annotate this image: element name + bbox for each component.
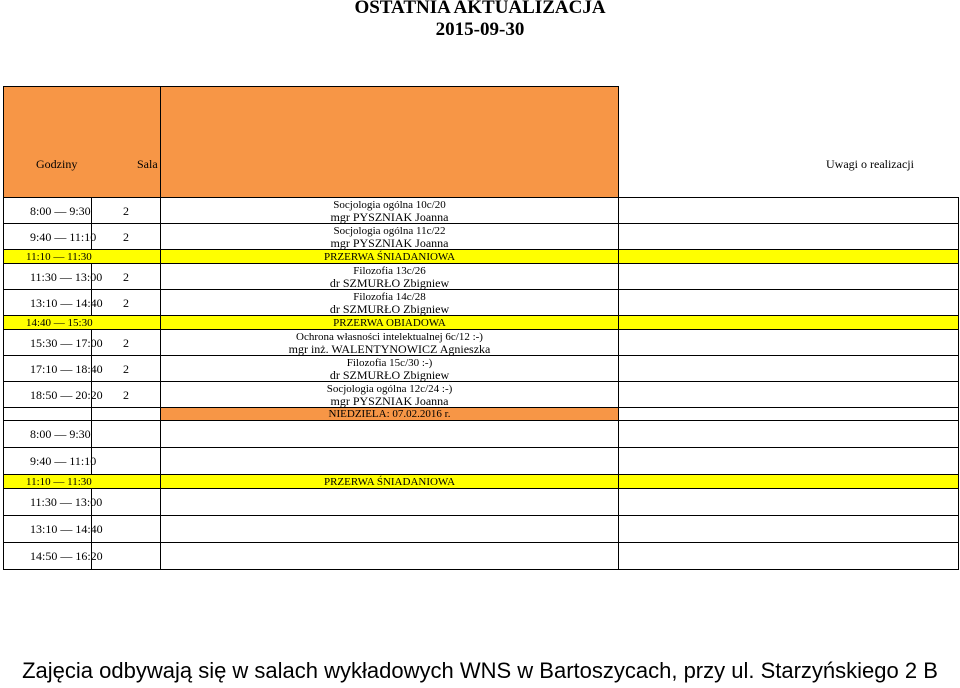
hours-header (4, 87, 161, 198)
room-cell: 2 (92, 198, 161, 224)
subject-name: Socjologia ogólna 12c/24 :-) (326, 382, 453, 395)
subject-name: Socjologia ogólna 11c/22 (333, 224, 446, 237)
break-label: PRZERWA OBIADOWA (161, 316, 619, 330)
subject-name: Filozofia 14c/28 (353, 290, 426, 303)
notes-cell (619, 316, 959, 330)
notes-cell (619, 516, 959, 543)
schedule-row (4, 330, 959, 356)
time-cell: 9:40 — 11:10 (4, 224, 92, 250)
schedule-row (4, 356, 959, 382)
schedule-row (4, 316, 959, 330)
class-cell (161, 224, 619, 250)
room-cell: 2 (92, 264, 161, 290)
time-cell: 11:30 — 13:00 (4, 264, 92, 290)
room-cell: 2 (92, 356, 161, 382)
schedule-row (4, 516, 959, 543)
teacher-name: dr SZMURŁO Zbigniew (329, 275, 450, 290)
notes-cell (619, 421, 959, 448)
class-cell (161, 330, 619, 356)
notes-header (161, 87, 619, 198)
subject-name: Filozofia 15c/30 :-) (346, 356, 433, 369)
notes-cell (619, 475, 959, 489)
schedule-row (4, 250, 959, 264)
subject-name: Ochrona własności intelektualnej 6c/12 :-) (296, 330, 483, 343)
notes-cell (619, 448, 959, 475)
class-cell (161, 356, 619, 382)
time-cell: 15:30 — 17:00 (4, 330, 92, 356)
page-title: OSTATNIA AKTUALIZACJA (354, 0, 606, 18)
teacher-name: dr SZMURŁO Zbigniew (329, 367, 450, 382)
room-cell: 2 (92, 330, 161, 356)
notes-cell (619, 408, 959, 421)
notes-cell (619, 290, 959, 316)
room-cell (92, 408, 161, 421)
time-cell: 11:10 — 11:30 (4, 250, 161, 264)
teacher-name: mgr inż. WALENTYNOWICZ Agnieszka (288, 341, 491, 356)
room-cell (92, 448, 161, 475)
time-cell: 13:10 — 14:40 (4, 290, 92, 316)
class-cell (161, 198, 619, 224)
class-cell (161, 264, 619, 290)
notes-cell (619, 356, 959, 382)
room-cell: 2 (92, 382, 161, 408)
schedule-row (4, 489, 959, 516)
time-cell: 8:00 — 9:30 (4, 198, 92, 224)
schedule-row (4, 264, 959, 290)
notes-cell (619, 250, 959, 264)
teacher-name: mgr PYSZNIAK Joanna (330, 393, 449, 408)
class-cell (161, 448, 619, 475)
time-cell: 8:00 — 9:30 (4, 421, 92, 448)
schedule-row (4, 408, 959, 421)
time-cell: 17:10 — 18:40 (4, 356, 92, 382)
notes-column-header: Uwagi o realizacji (826, 157, 914, 171)
notes-cell (619, 543, 959, 570)
break-label: PRZERWA ŚNIADANIOWA (161, 250, 619, 264)
room-cell: 2 (92, 224, 161, 250)
schedule-row (4, 475, 959, 489)
class-cell (161, 421, 619, 448)
notes-cell (619, 264, 959, 290)
time-cell: 14:50 — 16:20 (4, 543, 92, 570)
teacher-name: mgr PYSZNIAK Joanna (330, 235, 449, 250)
time-cell: 11:30 — 13:00 (4, 489, 92, 516)
sunday-label: NIEDZIELA: 07.02.2016 r. (161, 408, 619, 421)
schedule-row (4, 448, 959, 475)
room-cell: 2 (92, 290, 161, 316)
notes-cell (619, 330, 959, 356)
class-cell (161, 489, 619, 516)
class-cell (161, 290, 619, 316)
schedule-table (3, 86, 959, 198)
footer-note: Zajęcia odbywają się w salach wykładowych WNS w Bartoszycach, przy ul. Starzyńskiego 2 B (22, 658, 938, 683)
time-cell: 14:40 — 15:30 (4, 316, 161, 330)
subject-name: Socjologia ogólna 10c/20 (333, 198, 446, 211)
schedule-row (4, 421, 959, 448)
time-cell: 18:50 — 20:20 (4, 382, 92, 408)
notes-cell (619, 489, 959, 516)
time-cell: 9:40 — 11:10 (4, 448, 92, 475)
class-cell (161, 382, 619, 408)
break-label: PRZERWA ŚNIADANIOWA (161, 475, 619, 489)
notes-cell (619, 198, 959, 224)
time-cell: 13:10 — 14:40 (4, 516, 92, 543)
schedule-row (4, 290, 959, 316)
time-cell: 11:10 — 11:30 (4, 475, 161, 489)
time-cell (4, 408, 92, 421)
update-date: 2015-09-30 (435, 19, 525, 40)
class-cell (161, 543, 619, 570)
schedule-row (4, 224, 959, 250)
teacher-name: mgr PYSZNIAK Joanna (330, 209, 449, 224)
schedule-row (4, 543, 959, 570)
schedule-row (4, 198, 959, 224)
room-column-header: Sala (137, 157, 158, 171)
hours-column-header: Godziny (36, 157, 78, 171)
schedule-row (4, 382, 959, 408)
teacher-name: dr SZMURŁO Zbigniew (329, 301, 450, 316)
room-cell (92, 421, 161, 448)
schedule-body (3, 197, 959, 570)
notes-cell (619, 224, 959, 250)
notes-cell (619, 382, 959, 408)
subject-name: Filozofia 13c/26 (353, 264, 426, 277)
class-cell (161, 516, 619, 543)
